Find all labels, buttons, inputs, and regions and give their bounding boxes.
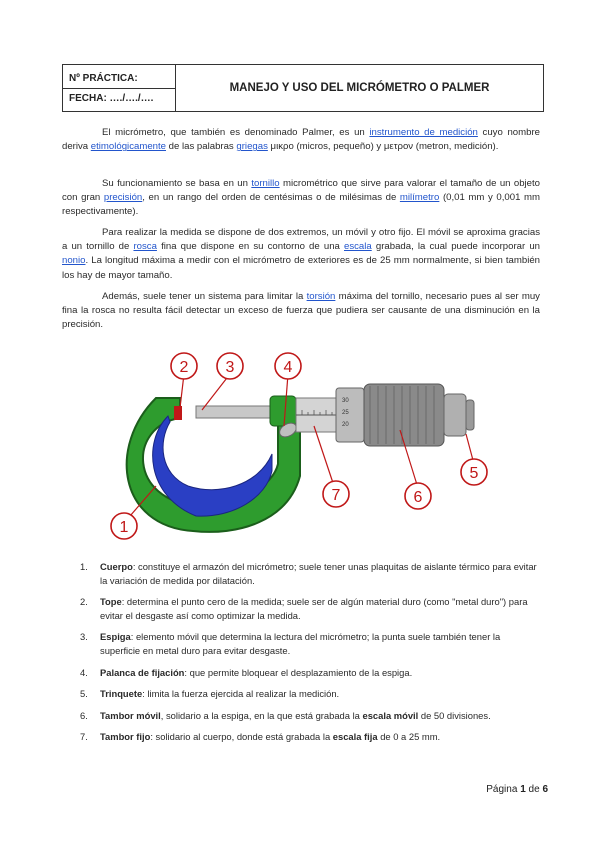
- page-number: Página 1 de 6: [486, 784, 548, 795]
- term-tope: Tope: [100, 596, 122, 608]
- scale-number-25: 25: [342, 410, 349, 416]
- p2-text-b: micrométrico que sirve para valorar el tamaño de un objeto con gran: [62, 178, 541, 204]
- svg-text:1: 1: [119, 519, 129, 536]
- p2-text-c: , en un rango del orden de centésimas o de milésimas de: [142, 192, 400, 204]
- svg-text:3: 3: [225, 359, 235, 376]
- p3-text-d: . La longitud máxima a medir con el micrómetro de exteriores es de 25 mm normalmente, si bien también los hay de mayor tamaño.: [62, 255, 540, 281]
- link-griegas[interactable]: griegas: [236, 141, 268, 153]
- p3-text-a: Para realizar la medida se dispone de dos extremos, un móvil y otro fijo. El móvil se aproxima gracias a un tornillo de: [62, 227, 540, 253]
- callout-4: [275, 353, 301, 379]
- callout-3: [217, 353, 243, 379]
- list-item: 6. Tambor móvil, solidario a la espiga, en la que está grabada la escala móvil de 50 divisiones.: [80, 709, 491, 721]
- term-espiga: Espiga: [100, 631, 131, 643]
- callout-6: [405, 483, 431, 509]
- p3-text-b: fina que dispone en su contorno de una: [156, 241, 344, 253]
- svg-text:4: 4: [283, 359, 293, 376]
- list-item: 5. Trinquete: limita la fuerza ejercida al realizar la medición.: [80, 688, 340, 700]
- micrometer-figure: [88, 346, 528, 551]
- link-nonio[interactable]: nonio: [62, 255, 86, 267]
- paragraph-4: [62, 290, 540, 333]
- header-divider: [63, 88, 175, 89]
- svg-text:7: 7: [331, 487, 341, 504]
- p1-text-d: μικρο (micros, pequeño) y μετρον (metron, medición).: [267, 141, 499, 153]
- term-tambor-movil: Tambor móvil: [100, 709, 161, 721]
- p4-text-a: Además, suele tener un sistema para limitar la: [102, 291, 307, 302]
- anvil: [174, 406, 182, 420]
- thimble: [336, 384, 444, 446]
- term-escala-movil: escala móvil: [362, 709, 419, 721]
- list-item: 7. Tambor fijo: solidario al cuerpo, donde está grabada la escala fija de 0 a 25 mm.: [80, 731, 441, 743]
- parts-list: [80, 560, 540, 752]
- document-title: MANEJO Y USO DEL MICRÓMETRO O PALMER: [229, 82, 490, 94]
- header-left-cell: [63, 65, 176, 111]
- term-escala-fija: escala fija: [332, 731, 378, 743]
- paragraph-2: [62, 177, 540, 220]
- link-tornillo[interactable]: tornillo: [251, 178, 280, 189]
- term-trinquete: Trinquete: [100, 688, 143, 700]
- link-rosca[interactable]: rosca: [133, 241, 157, 253]
- spindle: [196, 406, 280, 418]
- list-item: 4. Palanca de fijación: que permite bloquear el desplazamiento de la espiga.: [80, 666, 413, 678]
- link-precision[interactable]: precisión: [103, 192, 143, 204]
- p1-text-a: El micrómetro, que también es denominado Palmer, es un: [102, 127, 370, 138]
- callout-7: [323, 481, 349, 507]
- scale-number-30: 30: [342, 398, 349, 404]
- fecha-label: FECHA: …./…./….: [69, 93, 154, 104]
- p1-text-c: de las palabras: [166, 141, 237, 153]
- svg-text:6: 6: [413, 489, 423, 506]
- scale-number-20: 20: [342, 422, 349, 428]
- ratchet: [444, 394, 474, 436]
- link-escala[interactable]: escala: [344, 241, 372, 253]
- p4-text-b: máxima del tornillo, necesario pues al ser muy fina la rosca no resulta fácil detectar un exceso de fuerza que pudiera ser causante de una disminución en la precisión.: [62, 291, 540, 331]
- link-instrumento[interactable]: instrumento de medición: [369, 127, 478, 138]
- callout-2: [171, 353, 197, 379]
- practica-label: Nº PRÁCTICA:: [69, 73, 138, 84]
- callout-5: [461, 459, 487, 485]
- header-table: [62, 64, 544, 112]
- paragraph-3: [62, 226, 540, 283]
- link-torsion[interactable]: torsión: [306, 291, 336, 302]
- term-tambor-fijo: Tambor fijo: [100, 731, 151, 743]
- list-item: 3. Espiga: elemento móvil que determina la lectura del micrómetro; la punta suele también tener la superficie en metal duro para evitar desgaste.: [80, 631, 501, 656]
- link-milimetro[interactable]: milímetro: [399, 192, 440, 204]
- list-item: 1. Cuerpo: constituye el armazón del micrómetro; suele tener unas plaquitas de aislante térmico para evitar la variación de medida por dilatación.: [80, 561, 537, 586]
- list-item: 2. Tope: determina el punto cero de la medida; suele ser de algún material duro (como "metal duro") para evitar el desgaste así como optimizar la medida.: [80, 596, 528, 621]
- p3-text-c: grabada, la cual puede incorporar un: [371, 241, 540, 253]
- svg-text:2: 2: [179, 359, 189, 376]
- p1-text-b: cuyo nombre deriva: [62, 127, 540, 153]
- svg-text:5: 5: [469, 465, 479, 482]
- term-palanca: Palanca de fijación: [100, 666, 185, 678]
- link-etimologicamente[interactable]: etimológicamente: [90, 141, 166, 153]
- callout-1: [111, 513, 137, 539]
- p2-text-d: (0,01 mm y 0,001 mm respectivamente).: [62, 192, 540, 218]
- term-cuerpo: Cuerpo: [100, 561, 133, 572]
- paragraph-1: [62, 126, 540, 154]
- p2-text-a: Su funcionamiento se basa en un: [102, 178, 252, 189]
